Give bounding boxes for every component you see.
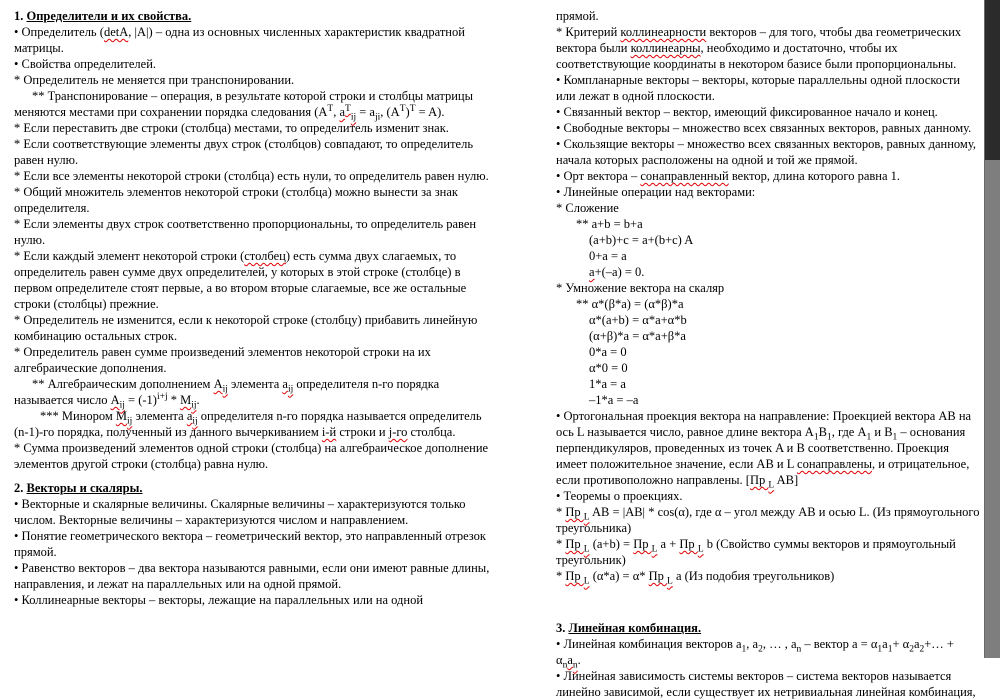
text-run: Пр [565, 537, 584, 551]
paragraph [14, 528, 490, 560]
scrollbar-track[interactable] [984, 0, 1000, 658]
text-run: 1 [892, 432, 898, 443]
text-run: • Ортогональная проекция вектора на направление: Проекцией вектора AB на ось L называется число, равное длине вектора A [556, 409, 972, 439]
text-run: ** α*(β*a) = (α*β)*a [576, 297, 684, 311]
text-run: прямой. [556, 9, 599, 23]
paragraph [556, 104, 980, 120]
text-run: ij [222, 384, 228, 395]
text-run: * Определитель не изменится, если к некоторой строке (столбцу) прибавить линейную комбинацию остальных строк. [14, 313, 478, 343]
text-run: – вектор a = α [801, 637, 878, 651]
text-run: * [556, 537, 566, 551]
text-run: a [589, 265, 595, 279]
text-run: • Коллинеарные векторы – векторы, лежащие на параллельных или на одной [14, 593, 424, 607]
text-run: Пр [679, 537, 698, 551]
text-run: • Теоремы о проекциях. [556, 489, 683, 503]
text-run: ij [192, 416, 198, 427]
section-heading-3 [556, 620, 980, 636]
text-run: b (Свойство суммы векторов и прямоугольный треугольник) [556, 537, 956, 567]
text-run: * Сумма произведений элементов одной строки (столбца) на алгебраическое дополнение элементов другой строки (столбца) равна нулю. [14, 441, 489, 471]
text-run: n [796, 644, 802, 655]
text-run: M [115, 409, 128, 423]
text-run: a (Из подобия треугольников) [672, 569, 835, 583]
text-run: ij [127, 416, 133, 427]
text-run: (α+β)*a = α*a+β*a [589, 329, 686, 343]
text-run: 2. [14, 481, 27, 495]
text-run: 1 [877, 644, 883, 655]
text-run: n [572, 660, 578, 671]
paragraph [556, 168, 980, 184]
paragraph [556, 200, 980, 216]
text-run: 0+a = a [589, 249, 627, 263]
text-run: * Если элементы двух строк соответственно пропорциональны, то определитель равен нулю. [14, 217, 477, 247]
paragraph [556, 344, 980, 360]
text-run: * [167, 393, 181, 407]
text-run: столбца. [407, 425, 456, 439]
text-run: a [567, 653, 573, 667]
paragraph [14, 248, 490, 312]
text-run: 2 [758, 644, 763, 655]
text-run: , где A [831, 425, 867, 439]
text-run: * Критерий [556, 25, 621, 39]
text-run: Линейная комбинация. [568, 621, 702, 635]
paragraph [556, 296, 980, 312]
text-run: ij [191, 400, 197, 411]
text-run: ji [374, 112, 381, 123]
paragraph [556, 408, 980, 491]
text-run: α*0 = 0 [589, 361, 628, 375]
text-run: AB = |AB| * cos(α), где α – угол между AB и осью L. (Из прямоугольного треугольника) [556, 505, 980, 535]
text-run: коллинеарности [620, 25, 707, 39]
paragraph [556, 668, 980, 700]
text-run: n [562, 660, 568, 671]
column-1 [14, 8, 490, 608]
paragraph [556, 24, 980, 72]
text-run: T [345, 103, 351, 114]
text-run: векторов – для того, чтобы два геометрических вектора были [556, 25, 962, 55]
text-run: • Компланарные векторы – векторы, которые параллельны одной плоскости или лежат в одной плоскости. [556, 73, 961, 103]
text-run: 1 [866, 432, 872, 443]
text-run: = A). [415, 105, 445, 119]
scrollbar-thumb[interactable] [985, 0, 1000, 160]
paragraph [556, 280, 980, 296]
text-run: * Если переставить две строки (столбца) местами, то определитель изменит знак. [14, 121, 449, 135]
text-run: 1 [741, 644, 747, 655]
text-run: ) есть сумма двух слагаемых, то определитель равен сумме двух определителей, у которых в этой строке (столбце) в первом определителе стоят первые, а во втором вторые слагаемые, все же остальные строки (столбцы) прежние. [14, 249, 467, 311]
text-run: , a [746, 637, 759, 651]
text-run: T [327, 103, 334, 114]
text-run: ij [350, 112, 357, 123]
text-run: 2 [919, 644, 925, 655]
text-run: 1. [14, 9, 27, 23]
text-run: ** Транспонирование – операция, в результате которой строки и столбцы матрицы меняются местами при сохранении порядка следования (A [14, 89, 473, 119]
text-run: L [583, 576, 590, 587]
paragraph [14, 136, 490, 168]
text-run: . [577, 653, 581, 667]
text-run: • Линейная зависимость системы векторов – система векторов называется линейно зависимой, если существует их нетривиальная линейная комбинация, [556, 669, 976, 699]
text-run: L [583, 512, 590, 523]
paragraph [14, 24, 490, 56]
paragraph [556, 312, 980, 328]
text-run: • Свободные векторы – множество всех связанных векторов, равных данному. [556, 121, 972, 135]
text-run: * Определитель не меняется при транспонировании. [14, 73, 295, 87]
section-heading-2 [14, 480, 490, 496]
paragraph [556, 328, 980, 344]
paragraph [556, 248, 980, 264]
paragraph [556, 216, 980, 232]
text-run: Пр [565, 569, 584, 583]
text-run: L [768, 480, 775, 491]
text-run: detA [103, 25, 129, 39]
text-run: 1*a = a [589, 377, 626, 391]
text-run: , [333, 105, 340, 119]
text-run: +(–a) = 0. [594, 265, 645, 279]
paragraph [14, 88, 490, 123]
text-run: 0*a = 0 [589, 345, 627, 359]
paragraph [14, 56, 490, 72]
paragraph [14, 344, 490, 376]
paragraph [556, 136, 980, 168]
paragraph [556, 392, 980, 408]
text-run: * Если все элементы некоторой строки (столбца) есть нули, то определитель равен нулю. [14, 169, 489, 183]
text-run: ** a+b = b+a [576, 217, 643, 231]
text-run: L [667, 576, 673, 587]
text-run: i-й [321, 425, 337, 439]
text-run: a [913, 637, 920, 651]
text-run: , … , a [762, 637, 797, 651]
text-run: a [882, 637, 888, 651]
text-run: T [399, 103, 406, 114]
paragraph [14, 496, 490, 528]
paragraph [556, 376, 980, 392]
text-run: Векторы и скаляры. [26, 481, 143, 495]
paragraph [14, 592, 490, 608]
text-run: • Определитель ( [14, 25, 104, 39]
text-run: a [282, 377, 288, 391]
text-run: • Свойства определителей. [14, 57, 157, 71]
paragraph [14, 72, 490, 88]
paragraph [556, 184, 980, 200]
text-run: L [651, 544, 658, 555]
text-run: *** Минором [40, 409, 116, 423]
text-run: – основания перпендикуляров, проведенных из точек A и B соответственно. Проекция имеет положительное значение, если AB и L [556, 425, 966, 471]
text-run: , необходимо и достаточно, чтобы их соответствующие координаты в некотором базисе были пропорциональны. [556, 41, 957, 71]
paragraph [14, 440, 490, 472]
paragraph [14, 120, 490, 136]
text-run: AB] [774, 473, 799, 487]
text-run: 3. [556, 621, 569, 635]
text-run: Пр [565, 505, 584, 519]
text-run: (α*a) = α* [589, 569, 649, 583]
text-run: . [196, 393, 200, 407]
text-run: Определители и их свойства. [26, 9, 192, 23]
text-run: Пр [648, 569, 668, 583]
text-run: , и отрицательное, если противоположно направлены. [ [556, 457, 970, 487]
text-run: L [697, 544, 704, 555]
text-run: ** Алгебраическим дополнением [32, 377, 214, 391]
text-run: ij [119, 400, 125, 411]
text-run: , (A [380, 105, 400, 119]
text-run: = (-1) [124, 393, 157, 407]
text-run: a [186, 409, 193, 423]
text-run: сонаправлены [797, 457, 873, 471]
text-run: • Скользящие векторы – множество всех связанных векторов, равных данному, начала которых расположены на одной и той же прямой. [556, 137, 976, 167]
text-run: элемента [132, 409, 187, 423]
text-run: * Сложение [556, 201, 619, 215]
text-run: * Если каждый элемент некоторой строки ( [14, 249, 245, 263]
text-run: , |A|) – одна из основных численных характеристик квадратной матрицы. [14, 25, 465, 55]
text-run: столбец [244, 249, 286, 263]
text-run: элемента [227, 377, 283, 391]
paragraph [556, 72, 980, 104]
text-run: L [583, 544, 590, 555]
text-run: –1*a = –a [589, 393, 639, 407]
text-run: Пр [749, 473, 769, 487]
text-run: • Линейные операции над векторами: [556, 185, 756, 199]
text-run: • Понятие геометрического вектора – геометрический вектор, это направленный отрезок прямой. [14, 529, 486, 559]
paragraph [14, 168, 490, 184]
text-run: * Если соответствующие элементы двух строк (столбцов) совпадают, то определитель равен нулю. [14, 137, 474, 167]
text-run: • Линейная комбинация векторов a [556, 637, 742, 651]
paragraph [14, 184, 490, 216]
text-run: сонаправленный [640, 169, 729, 183]
paragraph [556, 636, 980, 671]
text-run: a + [657, 537, 680, 551]
text-run: T [409, 103, 416, 114]
text-run: (a+b) = [589, 537, 634, 551]
paragraph [14, 312, 490, 344]
text-run: = a [356, 105, 375, 119]
text-run: A [213, 377, 223, 391]
text-run: 1 [887, 644, 893, 655]
paragraph [14, 376, 490, 411]
paragraph [556, 264, 980, 280]
paragraph [556, 232, 980, 248]
text-run: +… + α [556, 637, 954, 667]
text-run: A [110, 393, 120, 407]
text-run: коллинеарны [630, 41, 701, 55]
text-run: + α [892, 637, 910, 651]
paragraph [556, 536, 980, 568]
column-2 [556, 8, 980, 700]
text-run: Пр [633, 537, 652, 551]
paragraph [556, 504, 980, 536]
text-run: определителя n-го порядка называется определитель (n-1)-го порядка, полученный из данного вычеркиванием [14, 409, 482, 439]
text-run: • Связанный вектор – вектор, имеющий фиксированное начало и конец. [556, 105, 938, 119]
text-run: строки и [336, 425, 389, 439]
text-run: ) [405, 105, 410, 119]
text-run: a [339, 105, 346, 119]
text-run: ij [287, 384, 294, 395]
text-run: * Определитель равен сумме произведений элементов некоторой строки на их алгебраические дополнения. [14, 345, 431, 375]
paragraph [14, 216, 490, 248]
text-run: M [180, 393, 192, 407]
text-run: и B [871, 425, 893, 439]
text-run: вектор, длина которого равна 1. [728, 169, 901, 183]
text-run: * [556, 505, 566, 519]
paragraph [556, 8, 980, 24]
text-run: α*(a+b) = α*a+α*b [589, 313, 687, 327]
text-run: 1 [826, 432, 832, 443]
text-run: B [818, 425, 827, 439]
text-run: 1 [813, 432, 819, 443]
text-run: (a+b)+c = a+(b+c) A [589, 233, 694, 247]
text-run: * Умножение вектора на скаляр [556, 281, 725, 295]
section-heading-1 [14, 8, 490, 24]
text-run: • Векторные и скалярные величины. Скалярные величины – характеризуются только числом. Векторные величины – характеризуются числом и направлением. [14, 497, 466, 527]
text-run: определителя n-го порядка называется число [14, 377, 440, 407]
text-run: i+j [156, 391, 168, 402]
paragraph [14, 560, 490, 592]
text-run: • Равенство векторов – два вектора называются равными, если они имеют равные длины, направления, и лежат на параллельных или на одной прямой. [14, 561, 490, 591]
text-run: * Общий множитель элементов некоторой строки (столбца) можно вынести за знак определителя. [14, 185, 458, 215]
text-run: * [556, 569, 566, 583]
text-run: j-го [388, 425, 408, 439]
paragraph [556, 360, 980, 376]
text-run: • Орт вектора – [556, 169, 641, 183]
paragraph [556, 568, 980, 587]
paragraph [14, 408, 490, 440]
text-run: 2 [909, 644, 914, 655]
paragraph [556, 120, 980, 136]
